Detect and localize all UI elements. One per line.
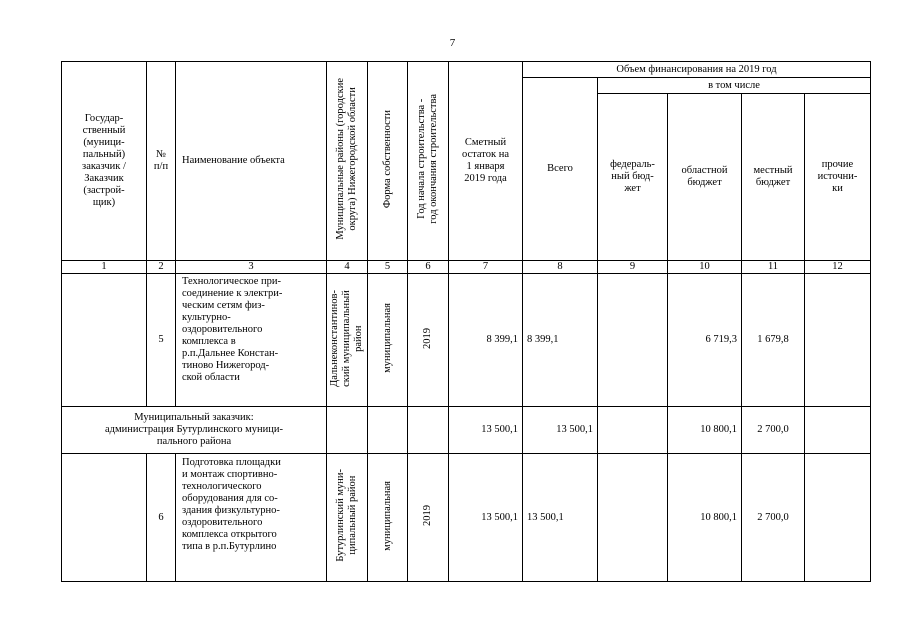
header-including: в том числе xyxy=(598,78,871,94)
header-customer: Государ- ственный (муници- пальный) заказчик / Заказчик (застрой- щик) xyxy=(62,62,147,261)
column-number: 3 xyxy=(176,261,327,274)
column-number: 6 xyxy=(408,261,449,274)
customer-label: Муниципальный заказчик: администрация Бутурлинского муници- пального района xyxy=(62,407,327,454)
customer-empty-cell xyxy=(327,407,368,454)
header-local: местный бюджет xyxy=(742,94,805,261)
customer-row xyxy=(62,407,871,454)
customer-empty-cell xyxy=(805,407,871,454)
header-districts: Муниципальные районы (городские округа) Нижегородской области xyxy=(335,78,358,240)
header-federal: федераль- ный бюд- жет xyxy=(598,94,668,261)
column-number: 10 xyxy=(668,261,742,274)
table-row xyxy=(62,454,871,582)
row5-customer-cell xyxy=(62,274,147,407)
row6-federal xyxy=(598,454,668,582)
row5-district: Дальнеконстантинов- ский муниципальный район xyxy=(329,289,364,387)
column-number: 2 xyxy=(147,261,176,274)
column-number: 8 xyxy=(523,261,598,274)
row5-number: 5 xyxy=(147,274,176,407)
row6-ownership: муниципальная xyxy=(381,480,393,551)
customer-empty-cell xyxy=(368,407,408,454)
column-number: 5 xyxy=(368,261,408,274)
row6-number: 6 xyxy=(147,454,176,582)
funding-table xyxy=(61,61,871,582)
header-regional: областной бюджет xyxy=(668,94,742,261)
page-number: 7 xyxy=(449,37,456,49)
row5-other xyxy=(805,274,871,407)
row5-year: 2019 xyxy=(422,327,433,349)
header-ownership: Форма собственности xyxy=(381,109,393,209)
row5-federal xyxy=(598,274,668,407)
column-number: 11 xyxy=(742,261,805,274)
customer-local: 2 700,0 xyxy=(742,407,805,454)
row6-balance: 13 500,1 xyxy=(449,454,523,582)
row6-regional: 10 800,1 xyxy=(668,454,742,582)
customer-regional: 10 800,1 xyxy=(668,407,742,454)
customer-total: 13 500,1 xyxy=(523,407,598,454)
column-number: 1 xyxy=(62,261,147,274)
row6-local: 2 700,0 xyxy=(742,454,805,582)
header-other: прочие источни- ки xyxy=(805,94,871,261)
column-number: 9 xyxy=(598,261,668,274)
customer-balance: 13 500,1 xyxy=(449,407,523,454)
row6-year: 2019 xyxy=(422,505,433,526)
customer-empty-cell xyxy=(408,407,449,454)
row6-other xyxy=(805,454,871,582)
row5-object-name: Технологическое при- соединение к электри- ческим сетям физ- культурно- оздоровительного комплекса в р.п.Дальнее Констан- тиново Нижегород- ской области xyxy=(176,274,327,407)
header-total: Всего xyxy=(523,78,598,261)
row6-customer-cell xyxy=(62,454,147,582)
header-balance: Сметный остаток на 1 января 2019 года xyxy=(449,62,523,261)
table-row xyxy=(62,274,871,407)
header-years: Год начала строительства - год окончания строительства xyxy=(416,94,439,224)
row5-regional: 6 719,3 xyxy=(668,274,742,407)
row6-total: 13 500,1 xyxy=(523,454,598,582)
customer-empty-cell xyxy=(598,407,668,454)
column-number: 12 xyxy=(805,261,871,274)
column-number: 7 xyxy=(449,261,523,274)
header-funding-group: Объем финансирования на 2019 год xyxy=(523,62,871,78)
row5-local: 1 679,8 xyxy=(742,274,805,407)
column-number: 4 xyxy=(327,261,368,274)
header-number: № п/п xyxy=(147,62,176,261)
row6-district: Бутурлинский муни- ципальный район xyxy=(335,469,358,562)
row5-balance: 8 399,1 xyxy=(449,274,523,407)
header-object-name: Наименование объекта xyxy=(176,62,327,261)
row5-total: 8 399,1 xyxy=(523,274,598,407)
row6-object-name: Подготовка площадки и монтаж спортивно- технологического оборудования для со- здания физкультурно- оздоровительного комплекса открытого типа в р.п.Бутурлино xyxy=(176,454,327,582)
row5-ownership: муниципальная xyxy=(381,303,393,373)
